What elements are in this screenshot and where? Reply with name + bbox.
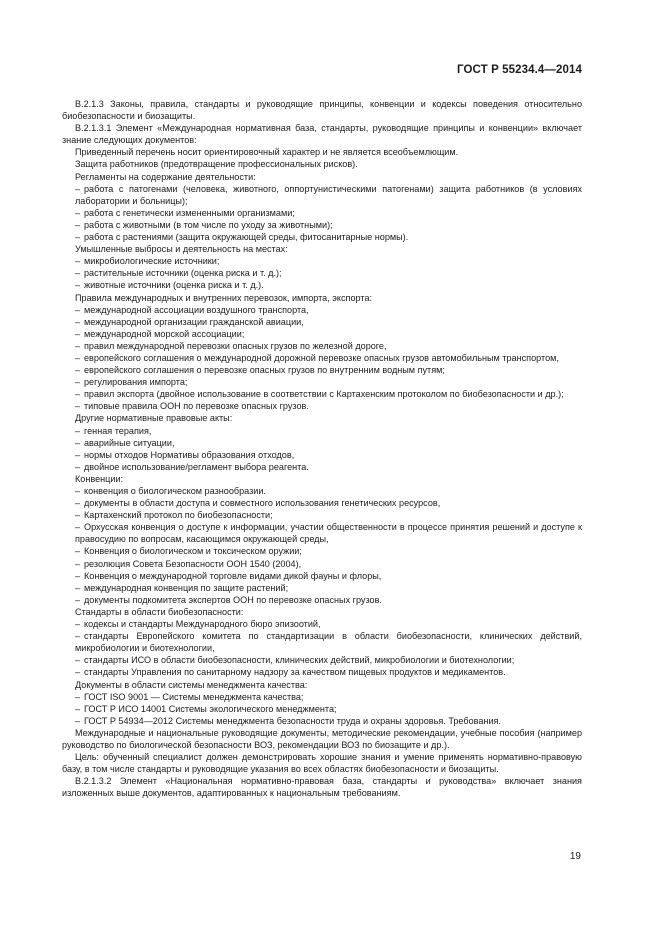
list-item-text: генная терапия, <box>84 425 152 436</box>
list-item <box>62 340 582 352</box>
list-item-text: международной морской ассоциации; <box>84 328 245 339</box>
bullet-dash: – <box>75 183 81 194</box>
paragraph: В.2.1.3.1 Элемент «Международная нормативная база, стандарты, руководящие принципы и конвенции» включает знание следующих документов: <box>62 123 582 146</box>
bullet-dash: – <box>75 461 81 472</box>
list-item <box>62 715 582 727</box>
bullet-dash: – <box>75 389 81 400</box>
list-item-text: стандарты Европейского комитета по стандартизации в области биобезопасности, клинических действий, микробиологии и биотехнологии, <box>75 631 582 654</box>
list-item <box>62 509 582 521</box>
list-item-text: Конвенция о биологическом и токсическом оружии; <box>84 546 302 557</box>
list-item-text: Картахенский протокол по биобезопасности; <box>84 510 273 521</box>
list-item <box>62 328 582 340</box>
bullet-dash: – <box>75 256 81 267</box>
list-item-text: документы подкомитета экспертов ООН по перевозке опасных грузов. <box>84 594 382 605</box>
bullet-dash: – <box>75 703 81 714</box>
bullet-dash: – <box>75 365 81 376</box>
section-heading: Приведенный перечень носит ориентировочный характер и не является всеобъемлющим. <box>75 147 459 158</box>
list-item-text: животные источники (оценка риска и т. д.). <box>84 280 264 291</box>
bullet-dash: – <box>75 510 81 521</box>
bullet-dash: – <box>75 268 81 279</box>
section-heading: Регламенты на содержание деятельности: <box>75 171 256 182</box>
list-item <box>62 376 582 388</box>
list-item-text: Орхусская конвенция о доступе к информации, участии общественности в процессе принятия решений и доступе к правосудию по вопросам, касающимся окружающей среды, <box>75 522 582 545</box>
list-item <box>62 521 582 545</box>
bullet-dash: – <box>75 219 81 230</box>
list-item-text: нормы отходов Нормативы образования отходов, <box>84 449 295 460</box>
list-item-text: ГОСТ ISO 9001 — Системы менеджмента качества; <box>84 691 304 702</box>
list-item <box>62 618 582 630</box>
list-item <box>62 691 582 703</box>
bullet-dash: – <box>75 655 81 666</box>
list-item <box>62 219 582 231</box>
list-item-text: типовые правила ООН по перевозке опасных грузов. <box>84 401 309 412</box>
list-item <box>62 207 582 219</box>
paragraph: Цель: обученный специалист должен демонстрировать хорошие знания и умение применять нормативно-правовую базу, в том числе стандарты и руководящие указания во всех областях биобезопасности и биозащиты. <box>62 752 582 775</box>
list-item <box>62 461 582 473</box>
list-item-text: стандарты ИСО в области биобезопасности, клинических действий, микробиологии и биотехнологии; <box>84 655 515 666</box>
list-item-text: работа с патогенами (человека, животного, оппортунистическими патогенами) защита работников (в условиях лаборатории и больницы); <box>75 183 582 206</box>
bullet-dash: – <box>75 449 81 460</box>
section-heading: Правила международных и внутренних перевозок, импорта, экспорта: <box>75 292 373 303</box>
list-item <box>62 364 582 376</box>
bullet-dash: – <box>75 570 81 581</box>
list-item <box>62 316 582 328</box>
list-item-text: правил экспорта (двойное использование в соответствии с Картахенским протоколом по биобезопасности и др.); <box>84 389 564 400</box>
list-item-text: правил международной перевозки опасных грузов по железной дороге, <box>84 340 387 351</box>
section-heading: Другие нормативные правовые акты: <box>75 413 233 424</box>
list-item-text: работа с растениями (защита окружающей среды, фитосанитарные нормы). <box>84 232 409 243</box>
list-item-text: международной ассоциации воздушного транспорта, <box>84 304 309 315</box>
section-heading: Защита работников (предотвращение профессиональных рисков). <box>75 159 358 170</box>
list-item <box>62 654 582 666</box>
bullet-dash: – <box>75 498 81 509</box>
list-item <box>62 558 582 570</box>
section-heading: Конвенции: <box>75 473 124 484</box>
list-item-text: регулирования импорта; <box>84 377 188 388</box>
document-header: ГОСТ Р 55234.4—2014 <box>457 64 582 76</box>
section-heading: Стандарты в области биобезопасности: <box>75 606 244 617</box>
list-item <box>62 485 582 497</box>
bullet-dash: – <box>75 631 81 642</box>
bullet-dash: – <box>75 619 81 630</box>
bullet-dash: – <box>75 546 81 557</box>
bullet-dash: – <box>75 352 81 363</box>
list-item-text: резолюция Совета Безопасности ООН 1540 (2004), <box>84 558 302 569</box>
bullet-dash: – <box>75 667 81 678</box>
bullet-dash: – <box>75 522 81 533</box>
list-item-text: ГОСТ Р 54934—2012 Системы менеджмента безопасности труда и охраны здоровья. Требования. <box>84 715 501 726</box>
bullet-dash: – <box>75 377 81 388</box>
section-heading: Умышленные выбросы и деятельность на местах: <box>75 244 288 255</box>
list-item-text: растительные источники (оценка риска и т. д.); <box>84 268 282 279</box>
list-item <box>62 352 582 364</box>
paragraph: В.2.1.3.2 Элемент «Национальная нормативно-правовая база, стандарты и руководства» включает знания изложенных выше документов, адаптированных к национальным требованиям. <box>62 776 582 799</box>
bullet-dash: – <box>75 232 81 243</box>
list-item <box>62 630 582 654</box>
list-item-text: конвенция о биологическом разнообразии. <box>84 486 266 496</box>
document-body <box>62 98 582 799</box>
list-item <box>62 400 582 412</box>
list-item-text: стандарты Управления по санитарному надзору за качеством пищевых продуктов и медикаментов. <box>84 667 506 678</box>
bullet-dash: – <box>75 280 81 291</box>
list-item-text: аварийные ситуации, <box>84 437 175 448</box>
bullet-dash: – <box>75 425 81 436</box>
list-item <box>62 570 582 582</box>
list-item-text: микробиологические источники; <box>84 256 220 267</box>
list-item-text: документы в области доступа и совместного использования генетических ресурсов, <box>84 498 441 509</box>
paragraph: В.2.1.3 Законы, правила, стандарты и руководящие принципы, конвенции и кодексы поведения относительно биобезопасности и биозащиты. <box>62 99 582 122</box>
list-item <box>62 425 582 437</box>
bullet-dash: – <box>75 691 81 702</box>
list-item-text: европейского соглашения о перевозке опасных грузов по внутренним водным путям; <box>84 365 445 376</box>
section-heading: Документы в области системы менеджмента качества: <box>75 679 308 690</box>
bullet-dash: – <box>75 328 81 339</box>
list-item <box>62 582 582 594</box>
list-item <box>62 267 582 279</box>
list-item-text: работа с животными (в том числе по уходу за животными); <box>84 219 333 230</box>
page-number: 19 <box>569 851 581 862</box>
list-item <box>62 449 582 461</box>
bullet-dash: – <box>75 582 81 593</box>
bullet-dash: – <box>75 715 81 726</box>
bullet-dash: – <box>75 401 81 412</box>
list-item-text: работа с генетически измененными организмами; <box>84 207 295 218</box>
list-item <box>62 497 582 509</box>
list-item <box>62 666 582 678</box>
list-item-text: двойное использование/регламент выбора реагента. <box>84 461 309 472</box>
paragraph: Международные и национальные руководящие документы, методические рекомендации, учебные пособия (например руководство по биологической безопасности ВОЗ, рекомендации ВОЗ по биозащите и др.). <box>62 727 582 750</box>
list-item <box>62 304 582 316</box>
bullet-dash: – <box>75 207 81 218</box>
list-item <box>62 545 582 557</box>
list-item <box>62 388 582 400</box>
list-item <box>62 703 582 715</box>
list-item-text: международной организации гражданской авиации, <box>84 316 304 327</box>
list-item <box>62 231 582 243</box>
list-item <box>62 183 582 207</box>
bullet-dash: – <box>75 340 81 351</box>
bullet-dash: – <box>75 558 81 569</box>
list-item-text: европейского соглашения о международной дорожной перевозке опасных грузов автомобильным транспортом, <box>84 352 559 363</box>
bullet-dash: – <box>75 594 81 605</box>
list-item <box>62 255 582 267</box>
list-item-text: ГОСТ Р ИСО 14001 Системы экологического менеджмента; <box>84 703 337 714</box>
list-item <box>62 594 582 606</box>
bullet-dash: – <box>75 316 81 327</box>
bullet-dash: – <box>75 486 81 496</box>
bullet-dash: – <box>75 437 81 448</box>
list-item-text: кодексы и стандарты Международного бюро эпизоотий, <box>84 619 321 630</box>
list-item-text: международная конвенция по защите растений; <box>84 582 289 593</box>
list-item <box>62 437 582 449</box>
list-item-text: Конвенция о международной торговле видами дикой фауны и флоры, <box>84 570 382 581</box>
list-item <box>62 279 582 291</box>
bullet-dash: – <box>75 304 81 315</box>
